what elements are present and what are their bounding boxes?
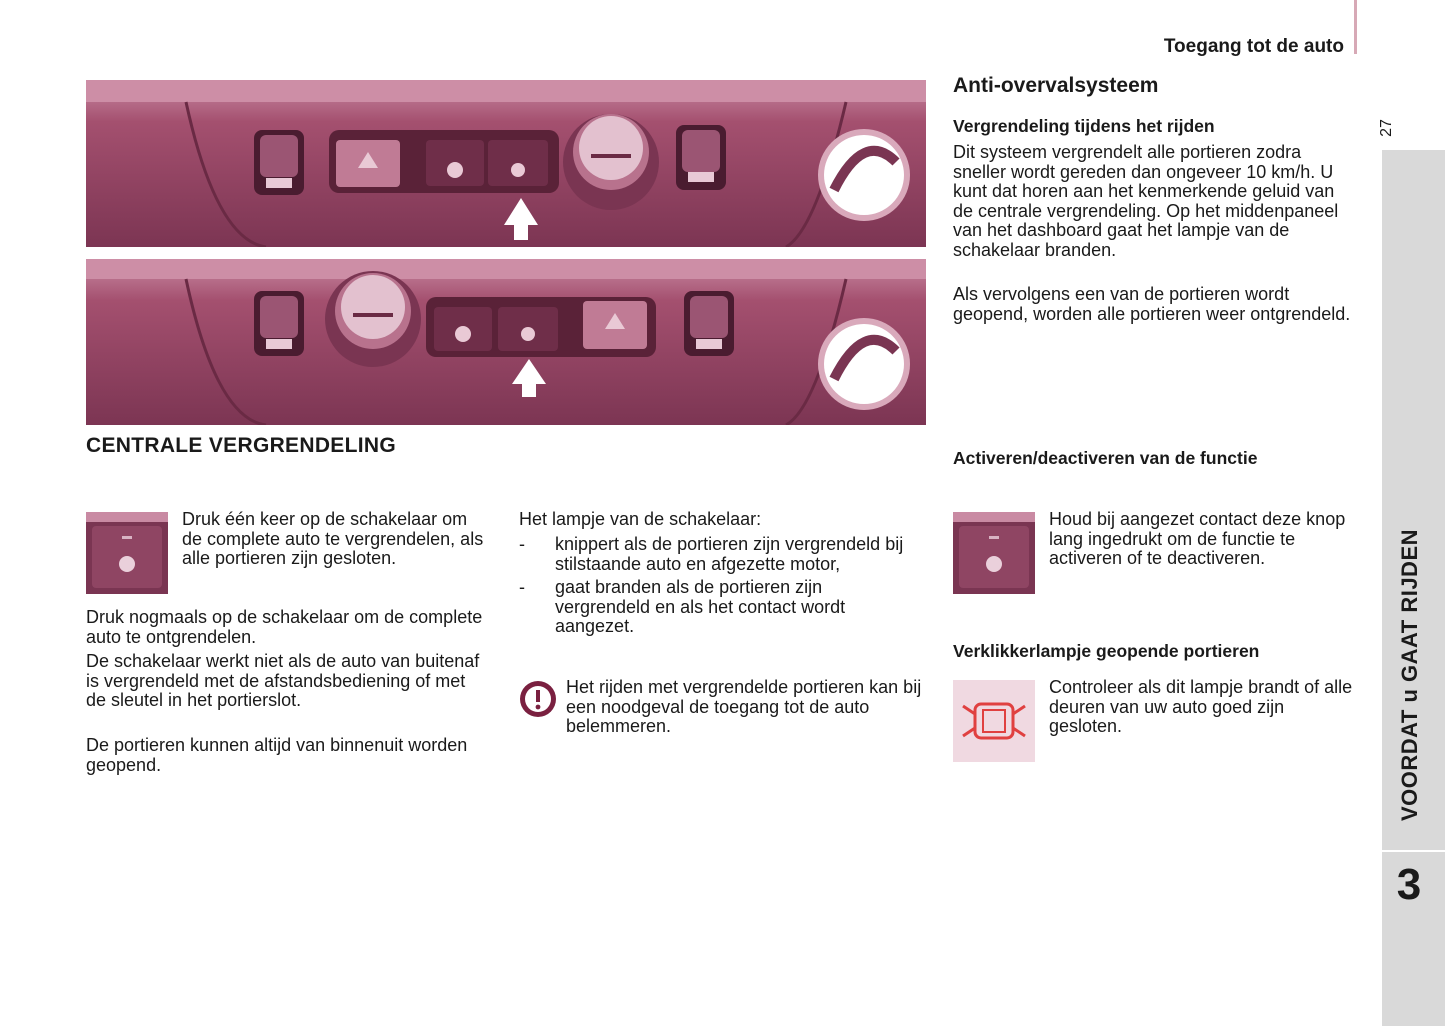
chapter-title: VOORDAT u GAAT RIJDEN bbox=[1397, 528, 1422, 822]
lamp-list bbox=[519, 531, 919, 637]
door-lamp-text: Controleer als dit lampje brandt of alle deuren van uw auto goed zijn gesloten. bbox=[1049, 677, 1353, 736]
lock-instruction: Druk één keer op de schakelaar om de complete auto te vergrendelen, als alle portieren zijn gesloten. bbox=[182, 509, 484, 568]
list-item: - knippert als de portieren zijn vergrendeld bij stilstaande auto en afgezette motor, bbox=[519, 534, 904, 574]
anti-theft-title: Anti-overvalsysteem bbox=[953, 74, 1159, 97]
open-doors-warning-icon bbox=[953, 680, 1035, 762]
warning-icon bbox=[519, 680, 557, 718]
activate-instruction: Houd bij aangezet contact deze knop lang ingedrukt om de functie te activeren of te deactiveren. bbox=[1049, 509, 1346, 568]
page-number: 27 bbox=[1378, 119, 1395, 137]
running-header: Toegang tot de auto bbox=[1163, 36, 1344, 57]
chapter-number: 3 bbox=[1396, 860, 1422, 909]
header-divider bbox=[1354, 0, 1357, 54]
inside-open-paragraph: De portieren kunnen altijd van binnenuit worden geopend. bbox=[86, 735, 468, 775]
remote-locked-paragraph: De schakelaar werkt niet als de auto van buitenaf is vergrendeld met de afstandsbediening of met de sleutel in het portierslot. bbox=[86, 651, 480, 710]
driving-lock-paragraph: Dit systeem vergrendelt alle portieren zodra sneller wordt gereden dan ongeveer 10 km/h. U kunt dat horen aan het kenmerkende geluid van de centrale vergrendeling. Op het middenpaneel van het dashboard gaat het lampje van de schakelaar branden. bbox=[953, 142, 1339, 260]
lock-button-icon bbox=[953, 512, 1035, 594]
lamp-intro: Het lampje van de schakelaar: bbox=[519, 509, 762, 529]
lock-button-icon bbox=[86, 512, 168, 594]
activate-subtitle: Activeren/deactiveren van de functie bbox=[953, 448, 1258, 468]
door-lamp-subtitle: Verklikkerlampje geopende portieren bbox=[953, 641, 1260, 661]
section-heading: CENTRALE VERGRENDELING bbox=[86, 434, 396, 457]
unlock-paragraph: Druk nogmaals op de schakelaar om de complete auto te ontgrendelen. bbox=[86, 607, 483, 647]
warning-text: Het rijden met vergrendelde portieren kan bij een noodgeval de toegang tot de auto belemmeren. bbox=[566, 677, 922, 736]
sidebar-divider bbox=[1382, 850, 1445, 852]
driving-lock-subtitle: Vergrendeling tijdens het rijden bbox=[953, 116, 1215, 136]
dashboard-photo-2 bbox=[86, 259, 926, 425]
list-item: - gaat branden als de portieren zijn vergrendeld en als het contact wordt aangezet. bbox=[519, 577, 846, 636]
dashboard-photo-1 bbox=[86, 80, 926, 247]
door-open-paragraph: Als vervolgens een van de portieren wordt geopend, worden alle portieren weer ontgrendeld. bbox=[953, 284, 1351, 324]
